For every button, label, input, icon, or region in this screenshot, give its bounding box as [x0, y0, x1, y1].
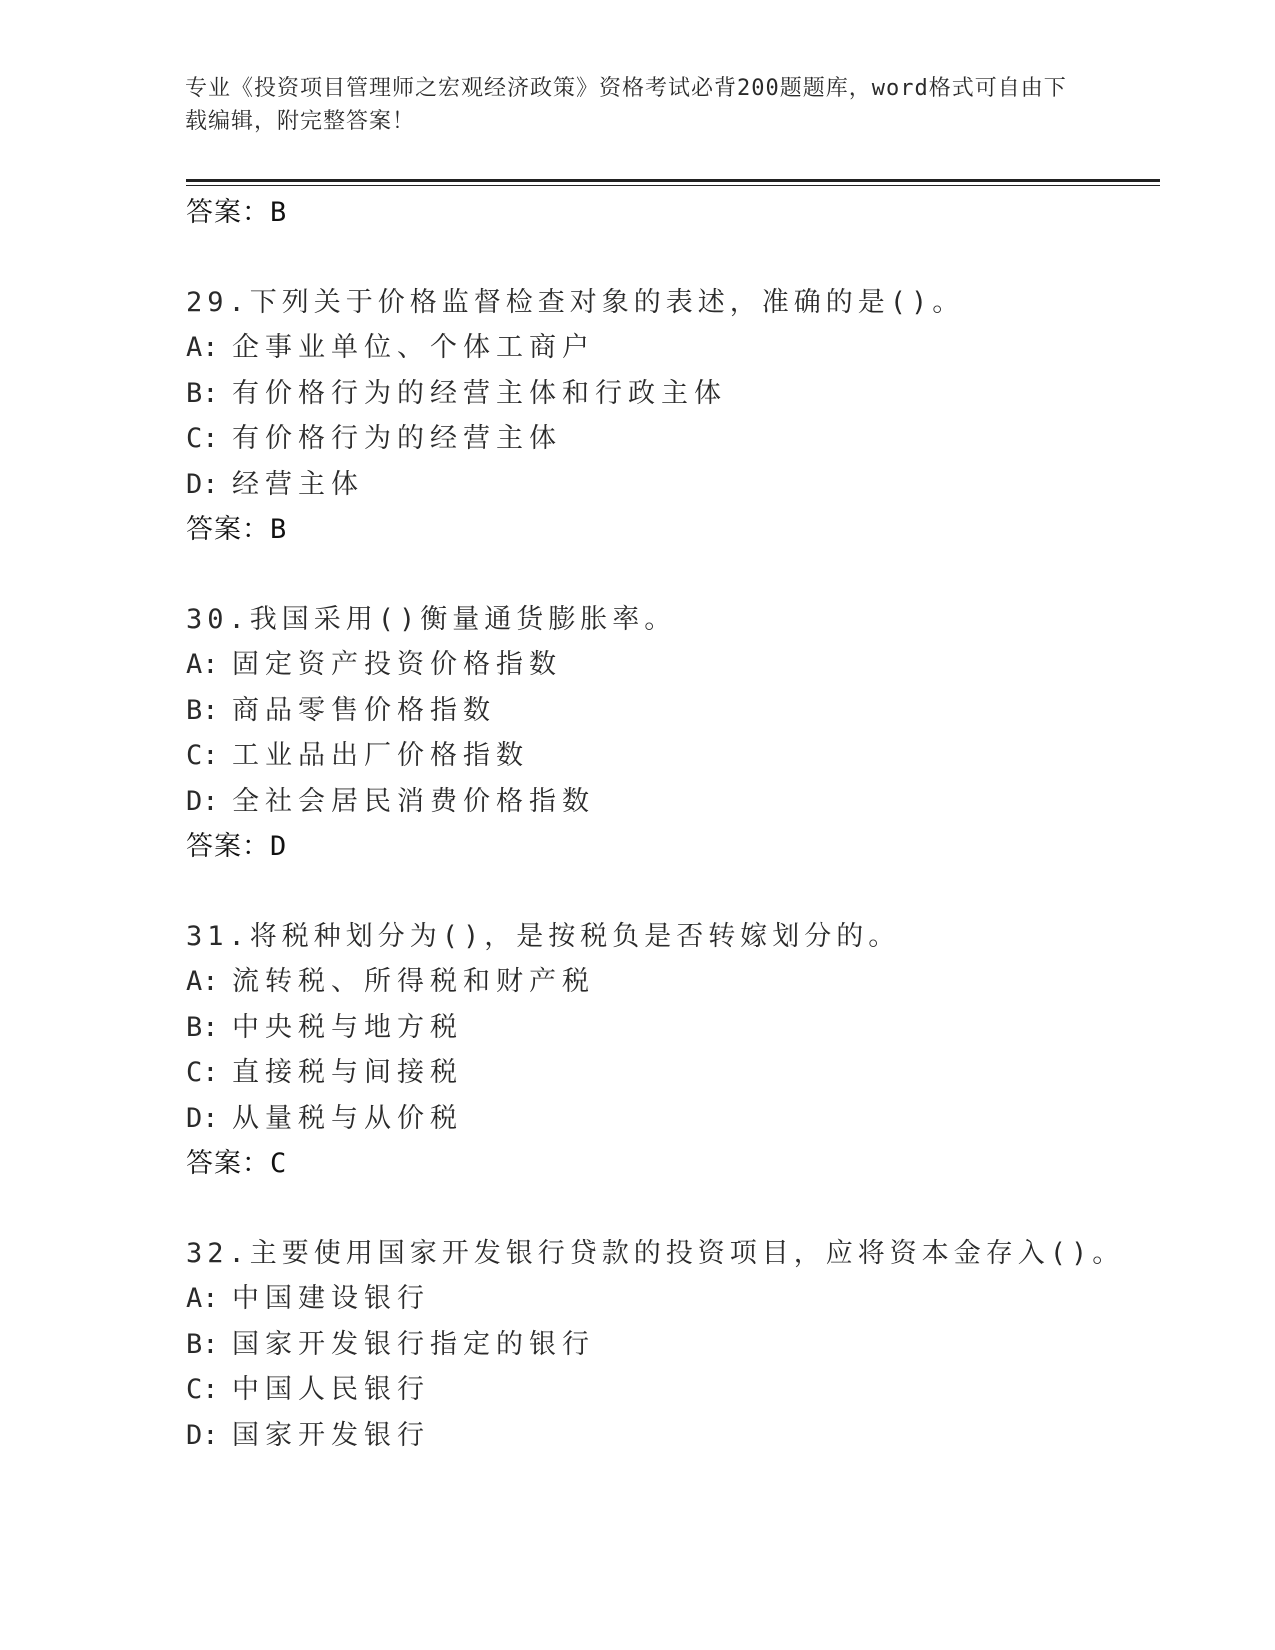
option-c: C: 有价格行为的经营主体 — [186, 423, 562, 454]
question-stem: 32.主要使用国家开发银行贷款的投资项目，应将资本金存入()。 — [186, 1238, 1125, 1269]
header-divider-thin — [186, 185, 1160, 186]
document-intro: 专业《投资项目管理师之宏观经济政策》资格考试必背200题题库，word格式可自由下载编辑，附完整答案！ — [185, 76, 1067, 134]
option-c: C: 直接税与间接税 — [186, 1057, 463, 1088]
answer-line: 答案：C — [186, 1148, 288, 1179]
question-31 — [186, 914, 1146, 1186]
option-a: A: 企事业单位、个体工商户 — [186, 332, 595, 363]
option-d: D: 经营主体 — [186, 468, 364, 500]
option-d: D: 国家开发银行 — [186, 1419, 430, 1451]
option-c: C: 中国人民银行 — [186, 1374, 430, 1405]
answer-line: 答案：B — [186, 197, 288, 228]
option-b: B: 中央税与地方税 — [186, 1011, 463, 1043]
option-b: B: 国家开发银行指定的银行 — [186, 1328, 595, 1360]
answer-line: 答案：D — [186, 831, 288, 862]
option-b: B: 商品零售价格指数 — [186, 694, 496, 726]
question-stem: 30.我国采用()衡量通货膨胀率。 — [186, 604, 677, 635]
question-32 — [186, 1231, 1146, 1458]
option-a: A: 中国建设银行 — [186, 1283, 430, 1314]
question-stem: 29.下列关于价格监督检查对象的表述，准确的是()。 — [186, 287, 965, 318]
option-b: B: 有价格行为的经营主体和行政主体 — [186, 377, 727, 409]
option-a: A: 固定资产投资价格指数 — [186, 649, 562, 680]
option-d: D: 从量税与从价税 — [186, 1102, 463, 1134]
question-29 — [186, 280, 1146, 552]
option-d: D: 全社会居民消费价格指数 — [186, 785, 595, 817]
header-divider-thick — [186, 179, 1160, 182]
answer-line: 答案：B — [186, 514, 288, 545]
question-stem: 31.将税种划分为()，是按税负是否转嫁划分的。 — [186, 921, 901, 952]
option-c: C: 工业品出厂价格指数 — [186, 740, 529, 771]
question-30 — [186, 597, 1146, 869]
option-a: A: 流转税、所得税和财产税 — [186, 966, 595, 997]
question-list — [186, 190, 1146, 1458]
